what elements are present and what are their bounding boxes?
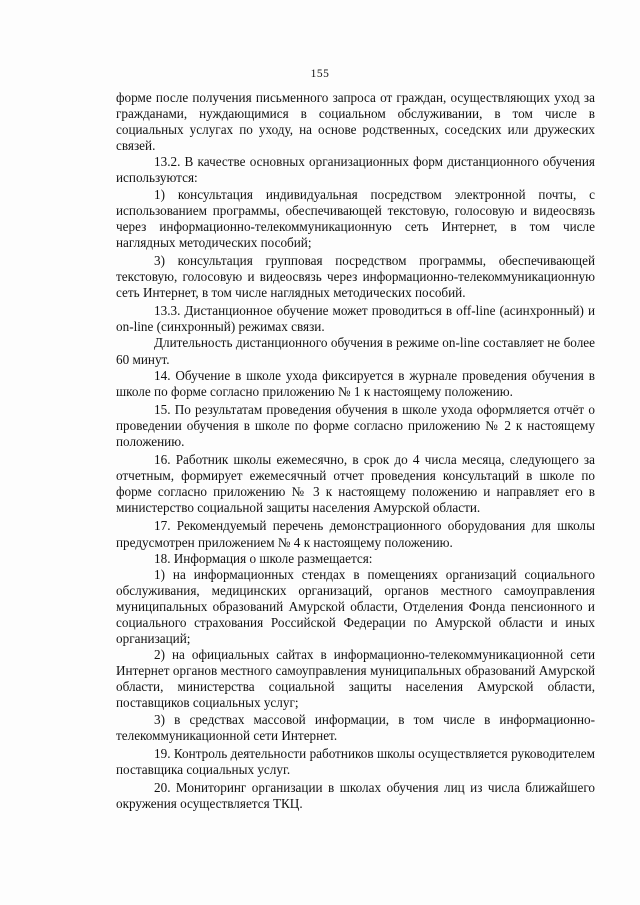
paragraph-intro-continuation: форме после получения письменного запроса от граждан, осуществляющих уход за гражданами, нуждающимися в социальном обслуживании, в том числе в социальных услугах по уходу, на основе родственных, соседских или дружеских связей. [116,90,595,154]
paragraph-18-item-3: 3) в средствах массовой информации, в том числе в информационно-телекоммуникационной сети Интернет. [116,711,595,743]
paragraph-19: 19. Контроль деятельности работников школы осуществляется руководителем поставщика социальных услуг. [116,745,595,777]
paragraph-14: 14. Обучение в школе ухода фиксируется в журнале проведения обучения в школе по форме согласно приложению № 1 к настоящему положению. [116,367,595,399]
paragraph-13-2: 13.2. В качестве основных организационных форм дистанционного обучения используются: [116,154,595,186]
paragraph-15: 15. По результатам проведения обучения в школе ухода оформляется отчёт о проведении обучения в школе по форме согласно приложению № 2 к настоящему положению. [116,401,595,449]
paragraph-13-2-item-3: 3) консультация групповая посредством программы, обеспечивающей текстовую, голосовую и видеосвязь через информационно-телекоммуникационную сеть Интернет, в том числе наглядных методических пособий. [116,252,595,301]
paragraph-18-item-2: 2) на официальных сайтах в информационно-телекоммуникационной сети Интернет органов местного самоуправления муниципальных образований Амурской области, министерства социальной защиты населения Амурской области, поставщиков социальных услуг; [116,647,595,711]
page-number: 155 [310,68,330,80]
paragraph-duration: Длительность дистанционного обучения в режиме on-line составляет не более 60 минут. [116,335,595,367]
paragraph-13-3: 13.3. Дистанционное обучение может проводиться в off-line (асинхронный) и on-line (синхронный) режимах связи. [116,303,595,335]
paragraph-18-item-1: 1) на информационных стендах в помещениях организаций социального обслуживания, медицинских организаций, органов местного самоуправления муниципальных образований Амурской области, Отделения Фонда пенсионного и социального страхования Российской Федерации по Амурской области и иных организаций; [116,566,595,647]
paragraph-16: 16. Работник школы ежемесячно, в срок до 4 числа месяца, следующего за отчетным, формирует ежемесячный отчет проведения консультаций в школе по форме согласно приложению № 3 к настоящему положению и направляет его в министерство социальной защиты населения Амурской области. [116,452,595,516]
paragraph-20: 20. Мониторинг организации в школах обучения лиц из числа ближайшего окружения осуществляется ТКЦ. [116,779,595,812]
document-body [116,90,595,812]
paragraph-13-2-item-1: 1) консультация индивидуальная посредством электронной почты, с использованием программы, обеспечивающей текстовую, голосовую и видеосвязь через информационно-телекоммуникационную сеть Интернет, в том числе наглядных методических пособий; [116,186,595,250]
paragraph-18: 18. Информация о школе размещается: [154,550,373,566]
paragraph-17: 17. Рекомендуемый перечень демонстрационного оборудования для школы предусмотрен приложением № 4 к настоящему положению. [116,518,595,550]
